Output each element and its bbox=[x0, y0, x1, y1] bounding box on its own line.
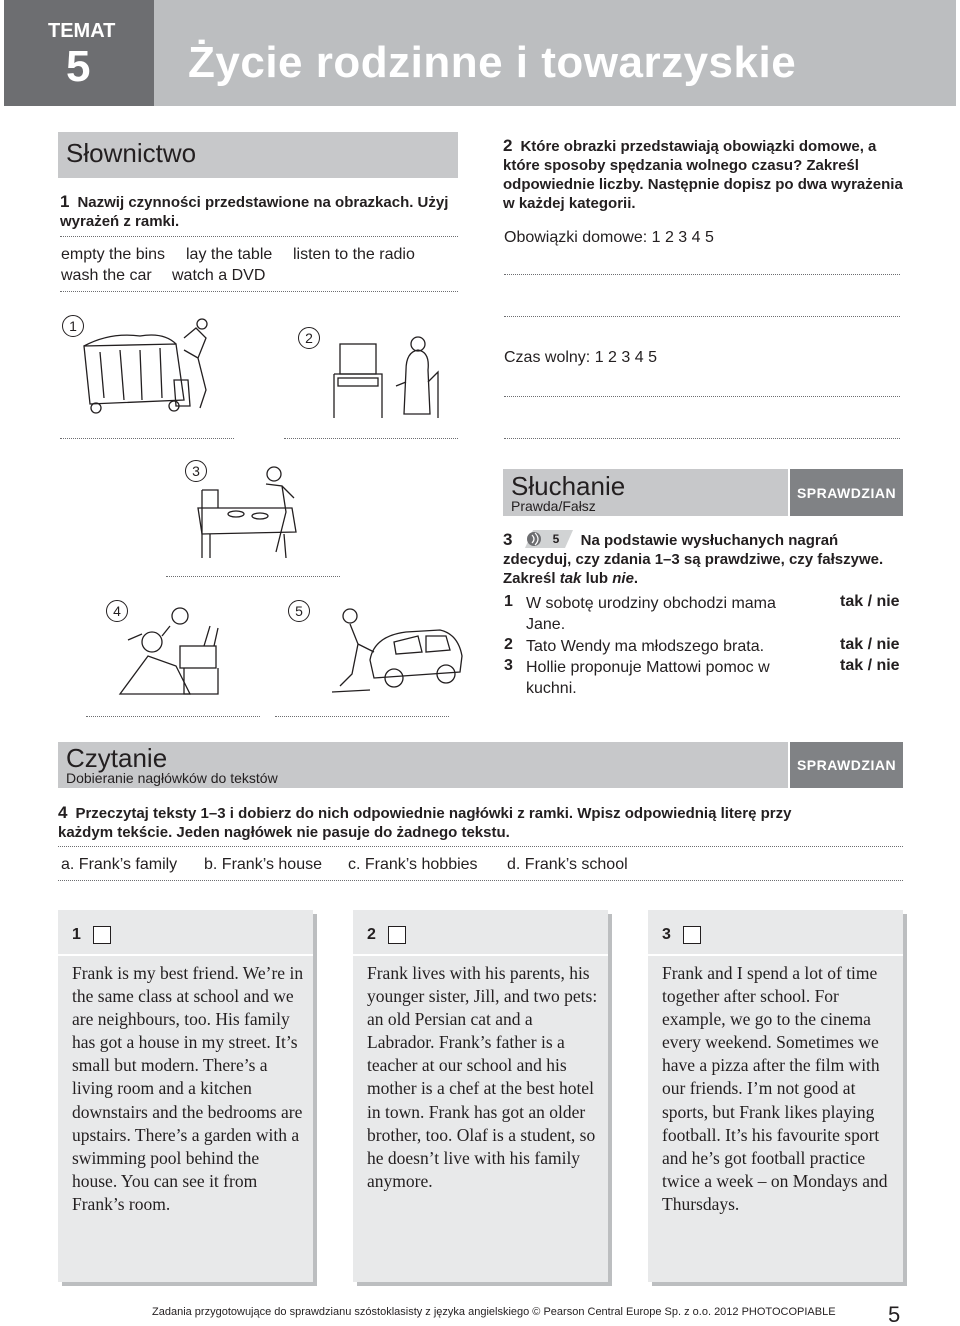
page-number: 5 bbox=[888, 1302, 901, 1326]
picture-lay-table bbox=[196, 462, 306, 560]
exercise-number: 2 bbox=[503, 136, 513, 155]
exercise-4-instruction bbox=[58, 803, 818, 842]
page-title: Życie rodzinne i towarzyskie bbox=[188, 38, 797, 87]
answer-line-5 bbox=[275, 716, 449, 717]
exercise-text: Które obrazki przedstawiają obowiązki domowe, a które sposoby spędzania wolnego czasu? Zakreśl odpowiednie liczby. Następnie dopisz po dwa wyrażenia w każdej kategorii. bbox=[503, 138, 903, 212]
answer-line[interactable] bbox=[504, 316, 900, 317]
tak-nie-choice[interactable]: tak / nie bbox=[840, 593, 900, 610]
card-divider bbox=[58, 954, 313, 956]
section-title: Słuchanie bbox=[511, 471, 626, 501]
answer-line-1 bbox=[60, 438, 234, 439]
text-card bbox=[58, 910, 313, 1282]
keyword-nie: nie bbox=[612, 570, 634, 587]
track-number: 5 bbox=[552, 532, 560, 546]
exercise-text: . bbox=[633, 570, 639, 587]
card-text: Frank is my best friend. We’re in the same class at school and we are neighbours, too. His family has got a house in my street. It’s small but modern. There’s a living room and a kitchen downstairs and the bedrooms are upstairs. There’s a garden with a swimming pool behind the house. You can see it from Frank’s room. bbox=[72, 963, 304, 1214]
exercise-number: 4 bbox=[58, 803, 68, 822]
tak-nie-choice[interactable]: tak / nie bbox=[840, 636, 900, 653]
text-card bbox=[648, 910, 903, 1282]
topic-label: TEMAT bbox=[48, 20, 116, 42]
answer-line-3 bbox=[166, 576, 340, 577]
picture-empty-bins bbox=[80, 318, 230, 418]
answer-line[interactable] bbox=[504, 438, 900, 439]
section-subtitle: Prawda/Fałsz bbox=[511, 498, 596, 514]
word-box-item: listen to the radio bbox=[293, 246, 415, 263]
listening-section-header bbox=[503, 469, 788, 516]
heading-box-bottom-border bbox=[58, 880, 903, 881]
test-badge: SPRAWDZIAN bbox=[790, 742, 903, 788]
reading-section-header bbox=[58, 742, 788, 788]
heading-option: a. Frank’s family bbox=[61, 856, 178, 873]
picture-watch-dvd bbox=[326, 322, 446, 420]
answer-line-4 bbox=[86, 716, 260, 717]
heading-option: d. Frank’s school bbox=[507, 856, 628, 873]
answer-box[interactable] bbox=[683, 926, 701, 944]
section-title: Czytanie bbox=[66, 743, 168, 773]
true-false-item: 3 Hollie proponuje Mattowi pomoc w kuchni. tak / nie bbox=[504, 657, 900, 697]
test-badge: SPRAWDZIAN bbox=[790, 469, 903, 516]
topic-badge bbox=[4, 0, 154, 106]
text-card bbox=[353, 910, 608, 1282]
topic-number: 5 bbox=[66, 42, 91, 91]
picture-number-4: 4 bbox=[106, 600, 128, 622]
card-number: 3 bbox=[662, 926, 671, 943]
exercise-number: 3 bbox=[503, 530, 513, 549]
heading-box-top-border bbox=[58, 846, 903, 847]
footer-copyright: Zadania przygotowujące do sprawdzianu szóstoklasisty z języka angielskiego © Pearson Central Europe Sp. z o.o. 2012 PHOTOCOPIABLE bbox=[152, 1306, 836, 1318]
picture-wash-car bbox=[330, 604, 466, 696]
card-text: Frank and I spend a lot of time together after school. For example, we go to the cinema every weekend. Sometimes we have a pizza after the film with our friends. I’m not good at sports, but Frank likes playing football. It’s his favourite sport and he’s got football practice twice a week – on Mondays and Thursdays. bbox=[662, 963, 888, 1214]
picture-number-3: 3 bbox=[185, 460, 207, 482]
audio-track-icon bbox=[525, 530, 573, 548]
word-box-item: lay the table bbox=[186, 246, 273, 263]
answer-line[interactable] bbox=[504, 274, 900, 275]
picture-number-1: 1 bbox=[62, 315, 84, 337]
heading-option: b. Frank’s house bbox=[204, 856, 322, 873]
picture-number-2: 2 bbox=[298, 327, 320, 349]
card-number: 2 bbox=[367, 926, 376, 943]
word-box-bottom-border bbox=[60, 291, 458, 292]
exercise-1-instruction bbox=[60, 192, 458, 231]
word-box-top-border bbox=[60, 236, 458, 237]
free-time-category[interactable]: Czas wolny: 1 2 3 4 5 bbox=[504, 349, 657, 366]
tak-nie-choice[interactable]: tak / nie bbox=[840, 657, 900, 674]
keyword-tak: tak bbox=[559, 570, 582, 587]
chores-category[interactable]: Obowiązki domowe: 1 2 3 4 5 bbox=[504, 229, 714, 246]
section-subtitle: Dobieranie nagłówków do tekstów bbox=[66, 770, 278, 786]
heading-option: c. Frank’s hobbies bbox=[348, 856, 478, 873]
true-false-item: 2 Tato Wendy ma młodszego brata. tak / nie bbox=[504, 636, 900, 655]
answer-line-2 bbox=[284, 438, 458, 439]
true-false-item: 1 W sobotę urodziny obchodzi mama Jane. tak / nie bbox=[504, 593, 900, 633]
exercise-text: Na podstawie wysłuchanych nagrań zdecyduj, czy zdania 1–3 są prawdziwe, czy fałszywe. Zakreśl bbox=[503, 532, 884, 587]
section-title: Słownictwo bbox=[66, 138, 197, 168]
word-box-item: watch a DVD bbox=[172, 267, 266, 284]
word-box-item: wash the car bbox=[61, 267, 152, 284]
card-number: 1 bbox=[72, 926, 81, 943]
vocabulary-section-header bbox=[58, 132, 458, 178]
page-title-bar bbox=[154, 0, 956, 106]
picture-number-5: 5 bbox=[288, 600, 310, 622]
exercise-text: Nazwij czynności przedstawione na obrazkach. Użyj wyrażeń z ramki. bbox=[60, 194, 449, 230]
exercise-text: Przeczytaj teksty 1–3 i dobierz do nich odpowiednie nagłówki z ramki. Wpisz odpowiednią literę przy każdym tekście. Jeden nagłówek nie pasuje do żadnego tekstu. bbox=[58, 805, 792, 841]
answer-box[interactable] bbox=[388, 926, 406, 944]
picture-listen-radio bbox=[118, 606, 228, 698]
word-box-item: empty the bins bbox=[61, 246, 166, 263]
exercise-text: lub bbox=[581, 570, 613, 587]
answer-line[interactable] bbox=[504, 396, 900, 397]
answer-box[interactable] bbox=[93, 926, 111, 944]
exercise-number: 1 bbox=[60, 192, 70, 211]
card-divider bbox=[353, 954, 608, 956]
exercise-2-instruction bbox=[503, 136, 903, 213]
exercise-3-instruction bbox=[503, 530, 903, 588]
card-divider bbox=[648, 954, 903, 956]
card-text: Frank lives with his parents, his younger sister, Jill, and two pets: an old Persian cat and a Labrador. Frank’s father is a teacher at our school and his mother is a chef at the best hotel in town. Frank has got an older brother, too. Olaf is a student, so he doesn’t live with his family anymore. bbox=[367, 963, 598, 1191]
